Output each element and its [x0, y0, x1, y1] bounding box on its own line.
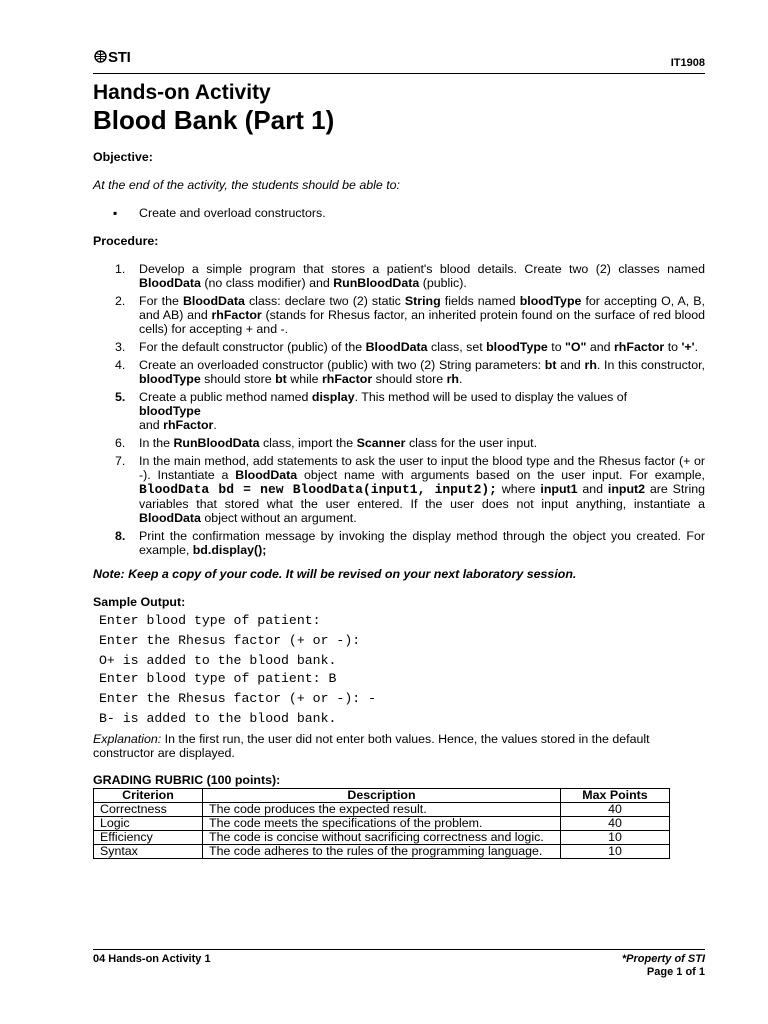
procedure-step: 2. For the BloodData class: declare two (2) static String fields named bloodType for accepting O, A, B, and AB) and rhFactor (stands for Rhesus factor, an inherited protein found on the surface of red blood cells) for accepting + and -.	[115, 294, 706, 336]
console-line: Enter the Rhesus factor (+ or -): -	[99, 691, 376, 706]
page-subtitle: Hands-on Activity	[93, 81, 271, 104]
column-header-max-points: Max Points	[561, 789, 670, 803]
footer-doc-label: 04 Hands-on Activity 1	[93, 953, 211, 965]
procedure-step: 1. Develop a simple program that stores a patient's blood details. Create two (2) classes named BloodData (no class modifier) and RunBloodData (public).	[115, 262, 705, 290]
doc-code: IT1908	[670, 57, 705, 69]
console-line: Enter the Rhesus factor (+ or -):	[99, 633, 361, 648]
document-body	[93, 80, 705, 859]
table-row	[94, 817, 670, 831]
console-line: B- is added to the blood bank.	[99, 711, 337, 722]
console-line: O+ is added to the blood bank.	[99, 653, 337, 664]
footer-property: *Property of STI	[621, 953, 705, 965]
criterion-cell: Syntax	[94, 845, 203, 859]
table-header-row	[94, 789, 670, 803]
footer-right	[622, 953, 705, 979]
points-cell: 40	[561, 803, 670, 817]
sample-output-heading: Sample Output:	[93, 595, 186, 609]
table-row	[94, 845, 670, 859]
objective-item: ▪ Create and overload constructors.	[93, 206, 705, 220]
note: Note: Keep a copy of your code. It will be revised on your next laboratory session.	[93, 567, 577, 581]
criterion-cell: Correctness	[94, 803, 203, 817]
console-line: Enter blood type of patient:	[99, 613, 321, 628]
description-cell: The code produces the expected result.	[203, 803, 561, 817]
criterion-cell: Logic	[94, 817, 203, 831]
explanation: Explanation: In the first run, the user did not enter both values. Hence, the values stored in the default constructor are displayed.	[93, 732, 650, 760]
points-cell: 10	[561, 831, 670, 845]
criterion-cell: Efficiency	[94, 831, 203, 845]
grading-rubric-table	[93, 788, 670, 859]
objective-list	[93, 206, 705, 220]
points-cell: 10	[561, 845, 670, 859]
description-cell: The code adheres to the rules of the programming language.	[203, 845, 561, 859]
procedure-step: 6. In the RunBloodData class, import the Scanner class for the user input.	[115, 436, 538, 450]
column-header-criterion: Criterion	[94, 789, 203, 803]
procedure-step: 3. For the default constructor (public) of the BloodData class, set bloodType to "O" and rhFactor to '+'.	[115, 340, 699, 354]
page-title: Blood Bank (Part 1)	[93, 105, 335, 135]
description-cell: The code meets the specifications of the problem.	[203, 817, 561, 831]
description-cell: The code is concise without sacrificing correctness and logic.	[203, 831, 561, 845]
procedure-heading: Procedure:	[93, 234, 159, 248]
procedure-step: 7. In the main method, add statements to ask the user to input the blood type and the Rhesus factor (+ or -). Instantiate a BloodData object name with arguments based on the user input. For example, BloodData bd = new BloodData(input1, input2); where input1 and input2 are String variables that stored what the user entered. If the user does not input anything, instantiate a BloodData object without an argument.	[115, 454, 705, 525]
sti-logo	[94, 49, 130, 66]
sample-output	[93, 595, 705, 722]
console-output	[93, 611, 705, 722]
rubric-title: GRADING RUBRIC (100 points):	[93, 773, 281, 787]
footer-page-number: Page 1 of 1	[646, 966, 705, 978]
column-header-description: Description	[203, 789, 561, 803]
objective-heading: Objective:	[93, 150, 153, 164]
table-row	[94, 831, 670, 845]
footer-rule	[93, 949, 705, 950]
procedure-step: 5. Create a public method named display. This method will be used to display the values of bloodType and rhFactor.	[115, 390, 628, 432]
sti-globe-icon	[94, 50, 107, 63]
procedure-step: 4. Create an overloaded constructor (public) with two (2) String parameters: bt and rh. In this constructor, bloodType should store bt while rhFactor should store rh.	[115, 358, 706, 386]
objective-intro: At the end of the activity, the students should be able to:	[93, 178, 400, 192]
procedure-step: 8. Print the confirmation message by invoking the display method through the object you created. For example, bd.display();	[115, 529, 705, 557]
logo-text: STI	[108, 49, 131, 66]
procedure-steps	[93, 262, 705, 557]
points-cell: 40	[561, 817, 670, 831]
table-row	[94, 803, 670, 817]
header-rule	[93, 73, 705, 74]
console-line: Enter blood type of patient: B	[99, 671, 337, 686]
